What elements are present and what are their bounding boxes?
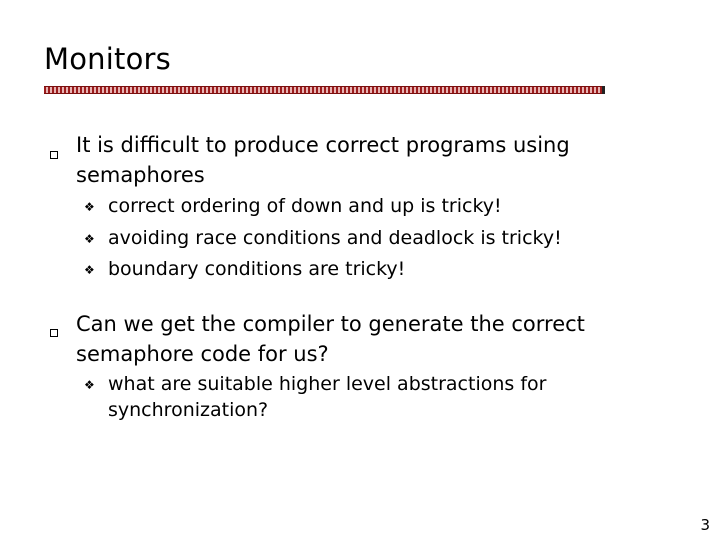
point-2-sub-1: what are suitable higher level abstractions for synchronization? bbox=[108, 373, 547, 421]
point-2-text: Can we get the compiler to generate the correct semaphore code for us? bbox=[76, 312, 585, 366]
slide-title: Monitors bbox=[44, 42, 171, 76]
page-number: 3 bbox=[700, 516, 710, 534]
point-1-sub-3: boundary conditions are tricky! bbox=[108, 258, 406, 280]
point-1-sub-2: avoiding race conditions and deadlock is tricky! bbox=[108, 227, 562, 249]
diamond-bullet-icon: ❖ bbox=[84, 378, 95, 392]
diamond-bullet-icon: ❖ bbox=[84, 200, 95, 214]
point-1-text: It is difficult to produce correct programs using semaphores bbox=[76, 133, 570, 187]
title-underline bbox=[44, 86, 602, 94]
point-1-sub-1: correct ordering of down and up is tricky! bbox=[108, 195, 502, 217]
diamond-bullet-icon: ❖ bbox=[84, 232, 95, 246]
diamond-bullet-icon: ❖ bbox=[84, 263, 95, 277]
square-bullet-icon bbox=[50, 151, 58, 159]
square-bullet-icon bbox=[50, 329, 58, 337]
